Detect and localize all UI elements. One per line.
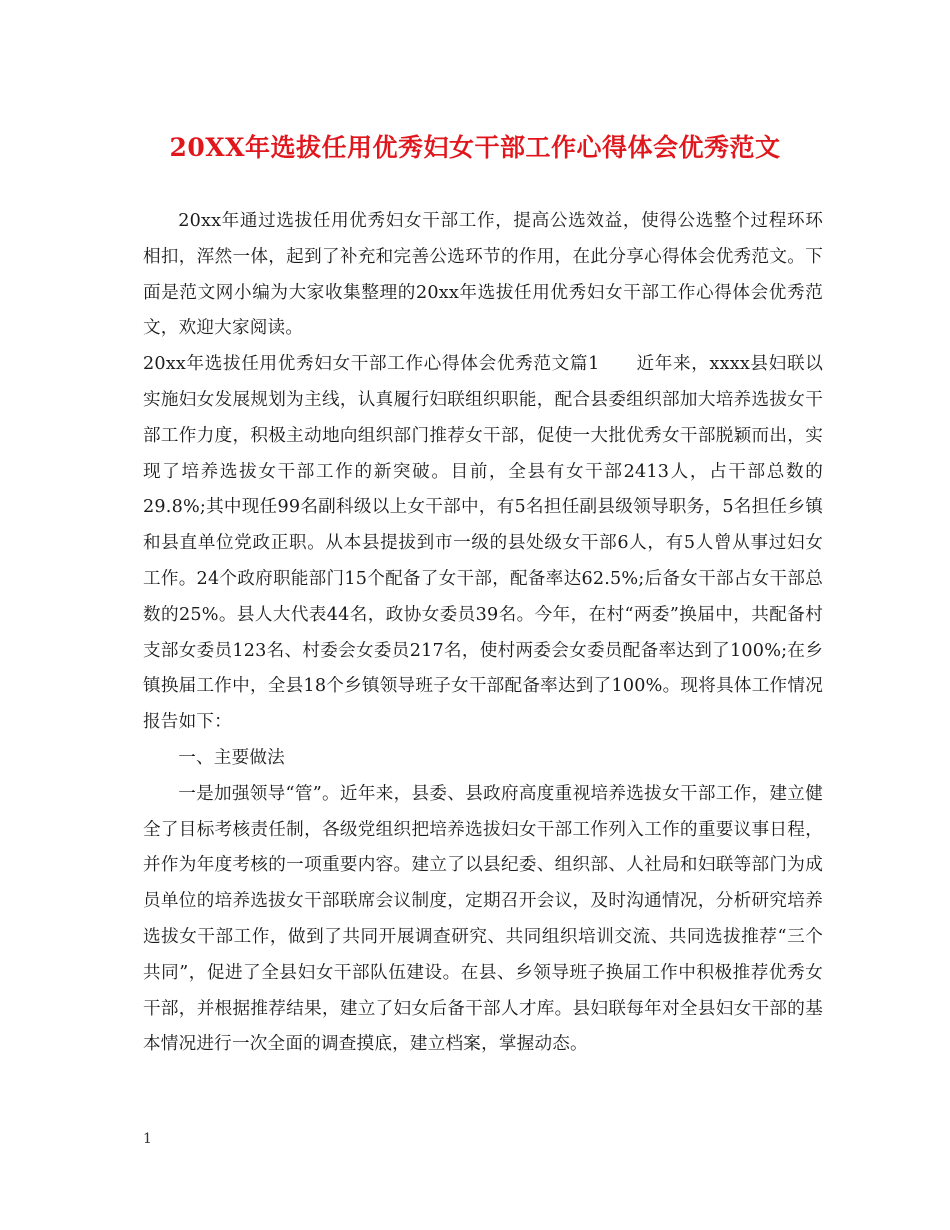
section-heading: 一、主要做法 xyxy=(178,747,285,768)
page-number: 1 xyxy=(143,1131,152,1147)
intro-paragraph: 20xx年通过选拔任用优秀妇女干部工作，提高公选效益，使得公选整个过程环环相扣，浑然一体，起到了补充和完善公选环节的作用，在此分享心得体会优秀范文。下面是范文网小编为大家收集整理的20xx年选拔任用优秀妇女干部工作心得体会优秀范文，欢迎大家阅读。 xyxy=(143,211,823,339)
document-title: 20XX年选拔任用优秀妇女干部工作心得体会优秀范文 xyxy=(169,133,781,162)
article-paragraph: 20xx年选拔任用优秀妇女干部工作心得体会优秀范文篇1 近年来，xxxx县妇联以实施妇女发展规划为主线，认真履行妇联组织职能，配合县委组织部加大培养选拔女干部工作力度，积极主动地向组织部门推荐女干部，促使一大批优秀女干部脱颖而出，实现了培养选拔女干部工作的新突破。目前，全县有女干部2413人，占干部总数的29.8%;其中现任99名副科级以上女干部中，有5名担任副县级领导职务，5名担任乡镇和县直单位党政正职。从本县提拔到市一级的县处级女干部6人，有5人曾从事过妇女工作。24个政府职能部门15个配备了女干部，配备率达62.5%;后备女干部占女干部总数的25%。县人大代表44名，政协女委员39名。今年，在村“两委”换届中，共配备村支部女委员123名、村委会女委员217名，使村两委会女委员配备率达到了100%;在乡镇换届工作中，全县18个乡镇领导班子女干部配备率达到了100%。现将具体工作情况报告如下： xyxy=(143,354,823,733)
document-body xyxy=(143,204,823,1063)
point-paragraph: 一是加强领导“管”。近年来，县委、县政府高度重视培养选拔女干部工作，建立健全了目标考核责任制，各级党组织把培养选拔妇女干部工作列入工作的重要议事日程，并作为年度考核的一项重要内容。建立了以县纪委、组织部、人社局和妇联等部门为成员单位的培养选拔女干部联席会议制度，定期召开会议，及时沟通情况，分析研究培养选拔女干部工作，做到了共同开展调查研究、共同组织培训交流、共同选拔推荐“三个共同”，促进了全县妇女干部队伍建设。在县、乡领导班子换届工作中积极推荐优秀女干部，并根据推荐结果，建立了妇女后备干部人才库。县妇联每年对全县妇女干部的基本情况进行一次全面的调查摸底，建立档案，掌握动态。 xyxy=(143,783,823,1055)
